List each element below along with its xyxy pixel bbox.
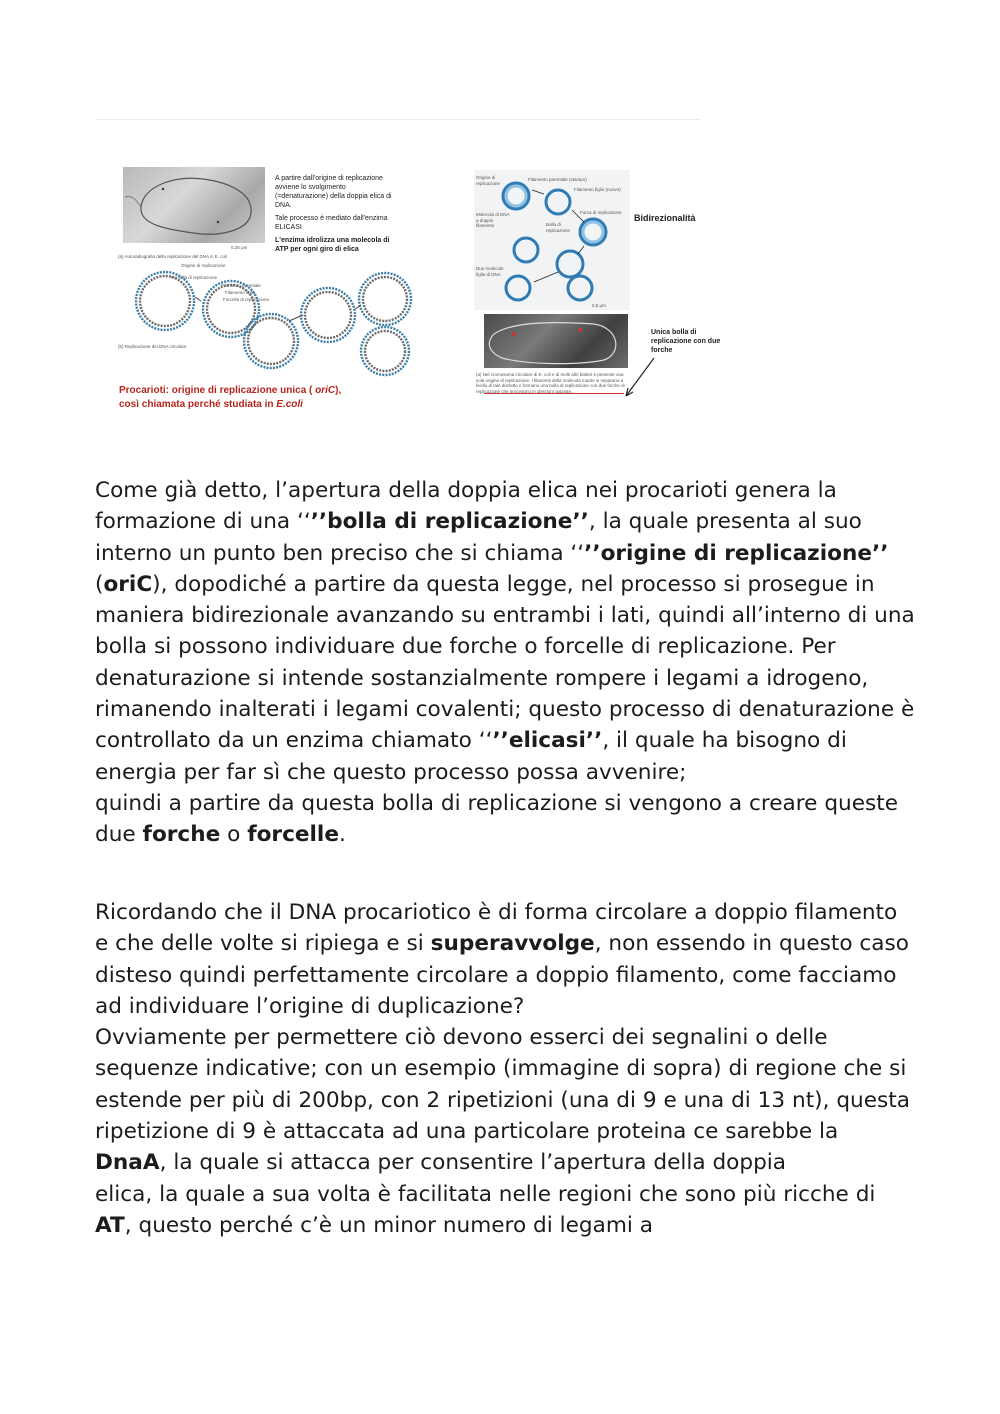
text-run: o — [220, 822, 248, 848]
fig-caption-line1: Procarioti: origine di replicazione unica ( oriC), — [119, 385, 342, 396]
text-run: , il quale ha bisogno di energia per far sì che questo processo possa avvenire; — [95, 728, 847, 785]
text-run: . — [338, 822, 346, 848]
paragraph-4 — [95, 1179, 915, 1242]
electron-micrograph — [123, 167, 265, 243]
fig-desc-6: ELICASI — [275, 224, 302, 231]
text-run: Ricordando che il DNA procariotico è di forma circolare a doppio filamento e che delle volte si ripiega e si — [95, 900, 898, 957]
figure-bidirectionality — [470, 170, 740, 415]
figure-replication-origin — [113, 162, 427, 416]
paragraph-3 — [95, 1022, 915, 1178]
red-underline — [484, 393, 624, 394]
rf-scale: 0,5 μm — [592, 303, 606, 308]
fig-label-parent: Filamento parentale — [221, 283, 261, 288]
bold-term: DnaA — [95, 1150, 160, 1176]
bold-term: forche — [142, 822, 221, 848]
fig-desc-7: L'enzima idrolizza una molecola di — [275, 237, 390, 244]
arrow-icon — [620, 356, 660, 400]
rf-bidirezionalita: Bidirezionalità — [634, 213, 696, 223]
bold-term: superavvolge — [430, 931, 595, 957]
rf-side-3: forche — [651, 347, 673, 354]
tem-micrograph — [484, 314, 628, 368]
rf-bubble: Bolla di replicazione — [546, 222, 571, 233]
bold-term: oriC — [103, 571, 153, 597]
rf-small-caption: (a) Nel cromosoma circolare di E. coli e di molti altri batteri è presente una sola origine di replicazione. I filamenti della molecola madre si separano a livello di tale distretto e formano una bolla di replicazione con due forche di replicazione che procedono in direzioni opposte... — [476, 372, 625, 394]
fig-label-origin: Origine di replicazione — [181, 263, 226, 268]
text-run: , la quale si attacca per consentire l’apertura della doppia — [159, 1150, 787, 1176]
micrograph-scale: 0,25 μm — [231, 245, 248, 250]
text-run: , non essendo in questo caso disteso quindi perfettamente circolare a doppio filamento, come facciamo ad individuare l’origine di duplicazione? — [95, 931, 910, 1019]
fig-desc-3: (=denaturazione) della doppia elica di — [275, 193, 392, 200]
bold-term: ’’bolla di replicazione’’ — [310, 509, 589, 535]
paragraph-1 — [95, 475, 915, 788]
micrograph-dna-loop — [123, 167, 265, 243]
bold-term: AT — [95, 1212, 125, 1238]
text-run: ( — [95, 571, 104, 597]
text-run: , la quale presenta al suo interno un punto ben preciso che si chiama ‘‘ — [95, 509, 862, 566]
fig-desc-2: avviene lo svolgimento — [275, 184, 346, 191]
fig-label-fork2: Forcella di replicazione — [223, 297, 270, 302]
header-rule — [95, 119, 700, 120]
text-run: quindi a partire da questa bolla di replicazione si vengono a creare queste due — [95, 790, 899, 848]
rf-side-1: Unica bolla di — [651, 329, 697, 336]
dna-circles-diagram — [113, 257, 427, 377]
text-run: , questo perché c’è un minor numero di legami a — [124, 1212, 653, 1238]
tem-dna-loop — [484, 314, 628, 368]
fig-caption-line2: così chiamata perché studiata in E.coli — [119, 399, 303, 410]
fig-label-b: (b) Replicazione dei DNA circolare — [118, 344, 187, 349]
fig-label-a: (a) Autoradiografia della replicazione del DNA in E. coli — [118, 254, 228, 259]
fig-desc-8: ATP per ogni giro di elica — [275, 246, 359, 253]
fig-desc-1: A partire dall'origine di replicazione — [275, 175, 383, 182]
paragraph-2 — [95, 897, 915, 1022]
rf-origin: Origine di replicazione — [476, 175, 501, 186]
rf-two: Due molecole figlie di DNA — [476, 266, 504, 277]
paragraph-1b — [95, 788, 915, 851]
rf-side-2: replicazione con due — [651, 338, 721, 345]
fig-desc-5: Tale processo è mediato dall'enzima — [275, 215, 388, 222]
bold-term: ’’origine di replicazione’’ — [584, 540, 889, 566]
bold-term: ’’elicasi’’ — [492, 728, 603, 754]
bold-term: forcelle — [247, 822, 339, 848]
rf-child: Filamento figlio (nuovo) — [574, 187, 621, 192]
text-run: ), dopodiché a partire da questa legge, nel processo si prosegue in maniera bidirezionale avanzando su entrambi i lati, quindi all’interno di una bolla si possono individuare due forche o forcelle di replicazione. Per denaturazione si intende sostanzialmente rompere i legami a idrogeno, rimanendo inalterati i legami covalenti; questo processo di denaturazione è controllato da un enzima chiamato ‘‘ — [95, 571, 915, 754]
fig-label-fork: Forcella di replicazione — [171, 275, 218, 280]
text-run: elica, la quale a sua volta è facilitata nelle regioni che sono più ricche di — [95, 1181, 876, 1207]
rf-parent: Filamento parentale (stampo) — [528, 177, 587, 182]
fig-desc-4: DNA. — [275, 202, 292, 209]
paragraph-prokaryotic-dna — [95, 897, 915, 1241]
text-run: Come già detto, l’apertura della doppia elica nei procarioti genera la formazione di una ‘‘ — [95, 478, 837, 535]
paragraph-bubble-replication — [95, 475, 915, 851]
rf-fork: Forca di replicazione — [580, 210, 622, 215]
rf-molecule: Molecola di DNA a doppio filamento — [476, 212, 510, 228]
text-run: Ovviamente per permettere ciò devono esserci dei segnalini o delle sequenze indicative; con un esempio (immagine di sopra) di regione che si estende per più di 200bp, con 2 ripetizioni (una di 9 e una di 13 nt), questa ripetizione di 9 è attaccata ad una particolare proteina ce sarebbe la — [95, 1025, 910, 1145]
fig-label-child: Filamento figlio — [225, 290, 256, 295]
